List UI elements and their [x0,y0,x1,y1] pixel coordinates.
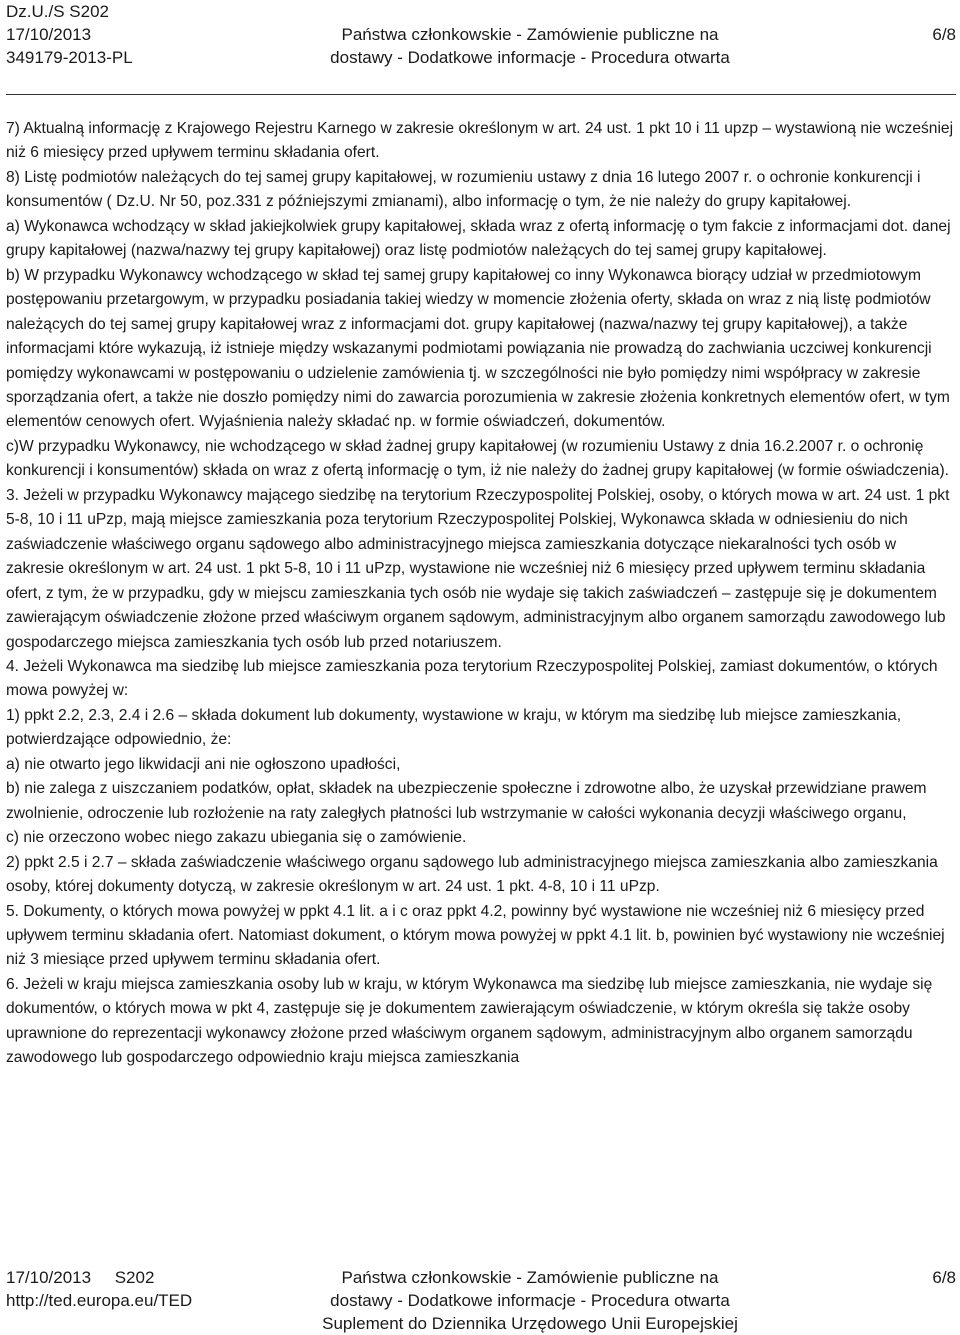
paragraph: 5. Dokumenty, o których mowa powyżej w ppkt 4.1 lit. a i c oraz ppkt 4.2, powinny być wystawione nie wcześniej niż 6 miesięcy przed upływem terminu składania ofert. Natomiast dokument, o którym mowa powyżej w ppkt 4.1 lit. b, powinien być wystawiony nie wcześniej niż 3 miesiące przed upływem terminu składania ofert. [6,902,945,969]
header-divider [6,94,956,95]
footer-title-line3: Suplement do Dziennika Urzędowego Unii Europejskiej [322,1314,738,1333]
paragraph: a) Wykonawca wchodzący w skład jakiejkolwiek grupy kapitałowej, składa wraz z ofertą informację o tym fakcie z informacjami dot. danej grupy kapitałowej (nazwa/nazwy tej grupy kapitałowej) oraz listę podmiotów należących do tej samej grupy kapitałowej. [6,217,951,260]
paragraph: 7) Aktualną informację z Krajowego Rejestru Karnego w zakresie określonym w art. 24 ust. 1 pkt 10 i 11 upzp – wystawioną nie wcześniej niż 6 miesięcy przed upływem terminu składania ofert. [6,120,954,162]
header-title [320,23,740,69]
header-title-line2: dostawy - Dodatkowe informacje - Procedura otwarta [330,48,730,67]
paragraph: 3. Jeżeli w przypadku Wykonawcy mającego siedzibę na terytorium Rzeczypospolitej Polskiej, osoby, o których mowa w art. 24 ust. 1 pkt 5-8, 10 i 11 uPzp, mają miejsce zamieszkania poza terytorium Rzeczypospolitej Polskiej, Wykonawca składa w odniesieniu do nich zaświadczenie właściwego organu sądowego albo administracyjnego miejsca zamieszkania dotyczące niekaralności tych osób w zakresie określonym w art. 24 ust. 1 pkt 5-8, 10 i 11 uPzp, wystawione nie wcześniej niż 6 miesięcy przed upływem terminu składania ofert, z tym, że w przypadku, gdy w miejscu zamieszkania tych osób nie wydaje się takich zaświadczeń – zastępuje się je dokumentem zawierającym oświadczenie złożone przed właściwym organem sądowym, administracyjnym albo organem samorządu zawodowego lub gospodarczego miejsca zamieszkania tych osób lub przed notariuszem. [6,486,950,651]
paragraph: 6. Jeżeli w kraju miejsca zamieszkania osoby lub w kraju, w którym Wykonawca ma siedzibę lub miejsce zamieszkania, nie wydaje się dokumentów, o których mowa w pkt 4, zastępuje się je dokumentem zawierającym oświadczenie, w którym określa się także osoby uprawnione do reprezentacji wykonawcy złożone przed właściwym organem sądowym, administracyjnym albo organem samorządu zawodowego lub gospodarczego odpowiednio kraju miejsca zamieszkania [6,975,933,1067]
document-body [6,117,956,1071]
footer-url: http://ted.europa.eu/TED [6,1291,193,1310]
header-notice-ref: 349179-2013-PL [6,48,133,67]
paragraph: b) nie zalega z uiszczaniem podatków, opłat, składek na ubezpieczenie społeczne i zdrowotne albo, że uzyskał przewidziane prawem zwolnienie, odroczenie lub rozłożenie na raty zaległych płatności lub wstrzymanie w całości wykonania decyzji właściwego organu, [6,780,927,822]
paragraph: b) W przypadku Wykonawcy wchodzącego w skład tej samej grupy kapitałowej co inny Wykonawca biorący udział w przedmiotowym postępowaniu przetargowym, w przypadku posiadania takiej wiedzy w momencie złożenia oferty, składa on wraz z nią listę podmiotów należących do tej samej grupy kapitałowej wraz z informacjami dot. grupy kapitałowej (nazwa/nazwy tej grupy kapitałowej), a także informacjami które wykazują, iż istnieje między wskazanymi podmiotami powiązania nie prowadzą do zachwiania uczciwej konkurencji pomiędzy wykonawcami w postępowaniu o udzielenie zamówienia tj. w szczególności nie było pomiędzy nimi współpracy w zakresie sporządzania ofert, a także nie doszło pomiędzy nimi do zawarcia porozumienia w zakresie złożenia konkretnych elementów ofert, w tym elementów cenowych ofert. Wyjaśnienia należy składać np. w formie oświadczeń, dokumentów. [6,266,950,431]
header-date: 17/10/2013 [6,25,92,44]
footer-code: S202 [114,1268,155,1287]
paragraph: 2) ppkt 2.5 i 2.7 – składa zaświadczenie właściwego organu sądowego lub administracyjnego miejsca zamieszkania albo zamieszkania osoby, której dokumenty dotyczą, w zakresie określonym w art. 24 ust. 1 pkt. 4-8, 10 i 11 uPzp. [6,853,938,896]
footer-date-line [6,1266,192,1289]
footer-title-line1: Państwa członkowskie - Zamówienie publiczne na [341,1268,719,1287]
header-page-number: 6/8 [932,25,956,44]
paragraph: 8) Listę podmiotów należących do tej samej grupy kapitałowej, w rozumieniu ustawy z dnia 16 lutego 2007 r. o ochronie konkurencji i konsumentów ( Dz.U. Nr 50, poz.331 z późniejszymi zmianami), albo informację o tym, że nie należy do grupy kapitałowej. [6,168,921,211]
header-title-line1: Państwa członkowskie - Zamówienie publiczne na [341,25,719,44]
footer-meta [6,1266,192,1312]
footer-page-number: 6/8 [932,1268,956,1287]
footer-title-line2: dostawy - Dodatkowe informacje - Procedura otwarta [330,1291,730,1310]
paragraph: 4. Jeżeli Wykonawca ma siedzibę lub miejsce zamieszkania poza terytorium Rzeczypospolitej Polskiej, zamiast dokumentów, o których mowa powyżej w: [6,657,938,700]
header-meta [6,0,133,69]
paragraph: 1) ppkt 2.2, 2.3, 2.4 i 2.6 – składa dokument lub dokumenty, wystawione w kraju, w którym ma siedzibę lub miejsce zamieszkania, potwierdzające odpowiednio, że: [6,706,902,749]
footer-title [290,1266,770,1335]
header-journal-ref: Dz.U./S S202 [6,2,109,21]
footer-date: 17/10/2013 [6,1268,92,1287]
paragraph: c) nie orzeczono wobec niego zakazu ubiegania się o zamówienie. [6,829,467,847]
paragraph: c)W przypadku Wykonawcy, nie wchodzącego w skład żadnej grupy kapitałowej (w rozumieniu Ustawy z dnia 16.2.2007 r. o ochronię konkurencji i konsumentów) składa on wraz z ofertą informację o tym, iż nie należy do żadnej grupy kapitałowej (w formie oświadczenia). [6,437,949,480]
paragraph: a) nie otwarto jego likwidacji ani nie ogłoszono upadłości, [6,755,401,773]
